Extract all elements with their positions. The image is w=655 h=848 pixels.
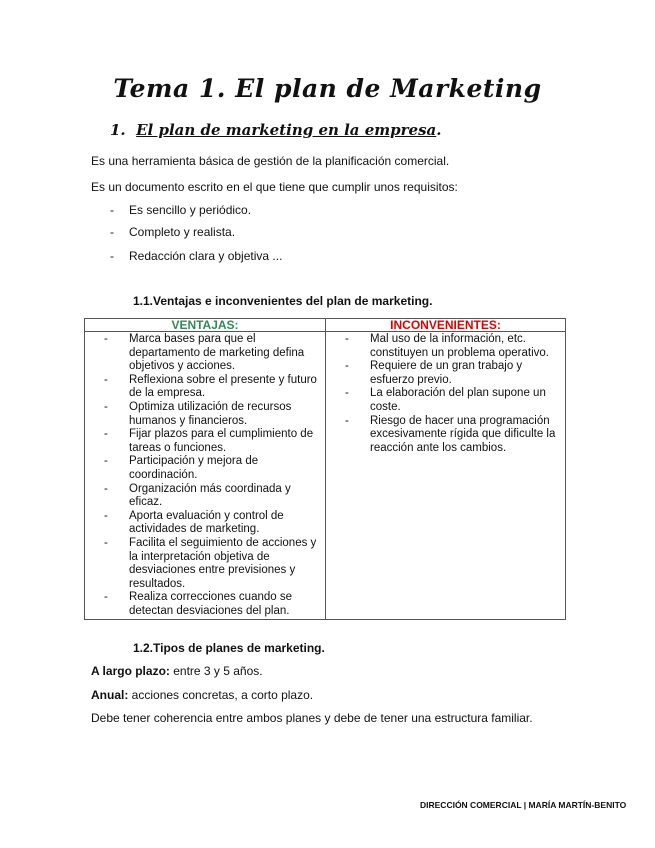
- ventaja-item: - Aporta evaluación y control de actividades de marketing.: [129, 510, 321, 537]
- ventajas-cell: [85, 332, 326, 620]
- ventaja-item: - Organización más coordinada y eficaz.: [129, 483, 321, 510]
- section-1-heading-end: .: [436, 121, 442, 139]
- ventaja-item: - Participación y mejora de coordinación.: [129, 455, 321, 482]
- ventaja-item: - Fijar plazos para el cumplimiento de tareas o funciones.: [129, 428, 321, 455]
- inconveniente-item: - Riesgo de hacer una programación excesivamente rígida que dificulte la reacción ante los cambios.: [370, 415, 561, 456]
- inconvenientes-header: INCONVENIENTES:: [326, 319, 566, 332]
- list-item-text: Completo y realista.: [129, 225, 236, 239]
- ventajas-header: VENTAJAS:: [85, 319, 326, 332]
- list-item-text: Redacción clara y objetiva ...: [129, 249, 283, 263]
- section-1-1-heading: 1.1.Ventajas e inconvenientes del plan de marketing.: [133, 294, 433, 308]
- inconvenientes-list: [326, 332, 565, 455]
- largo-plazo-text: entre 3 y 5 años.: [169, 664, 263, 678]
- largo-plazo-line: [91, 664, 263, 678]
- section-1-heading-text: El plan de marketing en la empresa: [136, 121, 437, 139]
- anual-label: Anual:: [91, 688, 129, 702]
- ventaja-item: - Facilita el seguimiento de acciones y la interpretación objetiva de desviaciones entre previsiones y resultados.: [129, 537, 321, 591]
- section-1-number: 1.: [110, 121, 126, 139]
- ventaja-item: - Optimiza utilización de recursos humanos y financieros.: [129, 401, 321, 428]
- ventaja-item: - Realiza correcciones cuando se detectan desviaciones del plan.: [129, 591, 321, 618]
- list-item-text: Es sencillo y periódico.: [129, 203, 252, 217]
- ventajas-list: [85, 332, 325, 618]
- pros-cons-table: [84, 318, 566, 620]
- ventaja-item: - Marca bases para que el departamento de marketing defina objetivos y acciones.: [129, 333, 321, 374]
- paragraph-requirements: Es un documento escrito en el que tiene que cumplir unos requisitos:: [91, 180, 458, 194]
- section-1-2-heading: 1.2.Tipos de planes de marketing.: [133, 641, 325, 655]
- inconveniente-item: - Requiere de un gran trabajo y esfuerzo previo.: [370, 360, 561, 387]
- paragraph-definition: Es una herramienta básica de gestión de la planificación comercial.: [91, 154, 450, 168]
- page-footer: DIRECCIÓN COMERCIAL | MARÍA MARTÍN-BENITO: [420, 800, 627, 810]
- closing-paragraph: Debe tener coherencia entre ambos planes y debe de tener una estructura familiar.: [91, 711, 533, 725]
- anual-text: acciones concretas, a corto plazo.: [128, 688, 314, 702]
- inconveniente-item: - La elaboración del plan supone un coste.: [370, 387, 561, 414]
- page-title: Tema 1. El plan de Marketing: [113, 74, 542, 103]
- inconveniente-item: - Mal uso de la información, etc. constituyen un problema operativo.: [370, 333, 561, 360]
- anual-line: [91, 688, 313, 702]
- largo-plazo-label: A largo plazo:: [91, 664, 170, 678]
- ventaja-item: - Reflexiona sobre el presente y futuro de la empresa.: [129, 374, 321, 401]
- inconvenientes-cell: [326, 332, 566, 620]
- section-1-heading: [110, 121, 442, 139]
